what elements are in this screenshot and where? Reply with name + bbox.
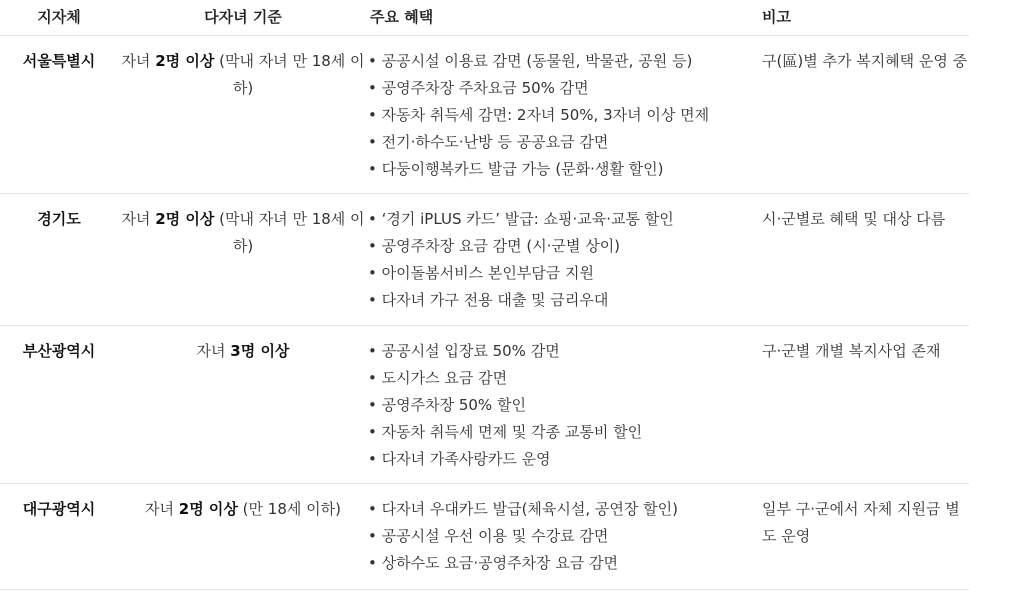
header-criteria: 다자녀 기준 — [204, 8, 282, 26]
region-cell: 경기도 — [37, 210, 81, 228]
benefits-cell — [368, 338, 760, 473]
header-benefits: 주요 혜택 — [370, 8, 434, 26]
criteria-bold: 3명 이상 — [230, 342, 290, 360]
benefit-list — [368, 206, 760, 314]
benefit-item: • 상하수도 요금·공영주차장 요금 감면 — [368, 550, 760, 577]
benefit-item: • 공공시설 이용료 감면 (동물원, 박물관, 공원 등) — [368, 48, 760, 75]
benefit-item: • 공공시설 우선 이용 및 수강료 감면 — [368, 523, 760, 550]
benefits-cell — [368, 48, 760, 183]
criteria-pre: 자녀 — [121, 52, 156, 70]
benefit-item: • 다자녀 가족사랑카드 운영 — [368, 446, 760, 473]
note-cell: 시·군별로 혜택 및 대상 다름 — [762, 210, 946, 228]
header-region: 지자체 — [37, 8, 81, 26]
benefits-cell — [368, 206, 760, 314]
criteria-cell — [118, 338, 368, 365]
table-header — [0, 0, 969, 36]
table-row — [0, 326, 969, 484]
criteria-post: (만 18세 이하) — [237, 500, 341, 518]
region-cell: 대구광역시 — [22, 500, 96, 518]
note-cell: 구(區)별 추가 복지혜택 운영 중 — [762, 52, 968, 70]
criteria-pre: 자녀 — [145, 500, 179, 518]
benefit-item: • ‘경기 iPLUS 카드’ 발급: 쇼핑·교육·교통 할인 — [368, 206, 760, 233]
note-cell: 일부 구·군에서 자체 지원금 별도 운영 — [762, 500, 960, 545]
benefits-cell — [368, 496, 760, 577]
benefit-item: • 공영주차장 주차요금 50% 감면 — [368, 75, 760, 102]
benefit-item: • 전기·하수도·난방 등 공공요금 감면 — [368, 129, 760, 156]
benefit-item: • 아이돌봄서비스 본인부담금 지원 — [368, 260, 760, 287]
note-cell: 구·군별 개별 복지사업 존재 — [762, 342, 941, 360]
criteria-post: (막내 자녀 만 18세 이하) — [214, 210, 365, 255]
criteria-cell — [118, 206, 368, 260]
criteria-bold: 2명 이상 — [178, 500, 238, 518]
criteria-cell — [118, 48, 368, 102]
benefit-item: • 자동차 취득세 감면: 2자녀 50%, 3자녀 이상 면제 — [368, 102, 760, 129]
benefit-list — [368, 338, 760, 473]
table-row — [0, 36, 969, 194]
benefit-item: • 도시가스 요금 감면 — [368, 365, 760, 392]
region-cell: 서울특별시 — [22, 52, 96, 70]
criteria-pre: 자녀 — [196, 342, 231, 360]
criteria-pre: 자녀 — [121, 210, 156, 228]
benefit-list — [368, 48, 760, 183]
benefit-item: • 다자녀 우대카드 발급(체육시설, 공연장 할인) — [368, 496, 760, 523]
benefit-item: • 다둥이행복카드 발급 가능 (문화·생활 할인) — [368, 156, 760, 183]
benefit-list — [368, 496, 760, 577]
benefit-item: • 공공시설 입장료 50% 감면 — [368, 338, 760, 365]
benefit-item: • 공영주차장 요금 감면 (시·군별 상이) — [368, 233, 760, 260]
criteria-cell — [118, 496, 368, 523]
benefit-item: • 자동차 취득세 면제 및 각종 교통비 할인 — [368, 419, 760, 446]
criteria-bold: 2명 이상 — [155, 210, 215, 228]
criteria-bold: 2명 이상 — [155, 52, 215, 70]
benefit-item: • 공영주차장 50% 할인 — [368, 392, 760, 419]
criteria-post: (막내 자녀 만 18세 이하) — [214, 52, 365, 97]
table-row — [0, 484, 969, 590]
table-row — [0, 194, 969, 326]
header-note: 비고 — [762, 8, 791, 26]
benefit-item: • 다자녀 가구 전용 대출 및 금리우대 — [368, 287, 760, 314]
region-cell: 부산광역시 — [22, 342, 96, 360]
